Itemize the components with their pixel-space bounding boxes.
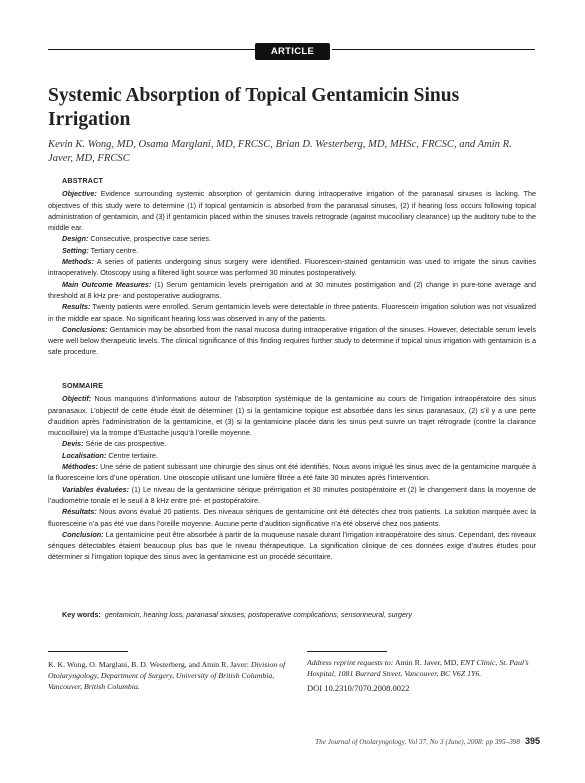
- correspondence-name: Amin R. Javer, MD,: [393, 658, 461, 667]
- section-label: Objectif:: [62, 394, 92, 404]
- footnote-rule-right: [307, 651, 387, 652]
- sommaire-localisation: [48, 450, 536, 461]
- abstract-design: [48, 233, 536, 244]
- author-affiliation: [48, 659, 288, 693]
- sommaire-devis: [48, 438, 536, 449]
- correspondence-note: [307, 657, 537, 679]
- section-text: Consecutive, prospective case series.: [88, 234, 212, 244]
- keywords-line: [48, 609, 536, 620]
- sommaire-resultats: [48, 506, 536, 529]
- page-number: 395: [525, 736, 541, 746]
- section-text: A series of patients undergoing sinus surgery were identified. Fluorescein-stained gentamicin was used to irrigate the sinus cavities intraoperatively. Otoscopy using a filtered light source was performed 30 minutes postoperatively.: [48, 257, 536, 278]
- sommaire-methodes: [48, 461, 536, 484]
- abstract-methods: [48, 256, 536, 279]
- sommaire-variables: [48, 484, 536, 507]
- abstract-results: [48, 301, 536, 324]
- section-text: (1) Serum gentamicin levels preirrigation and at 30 minutes postirrigation and (2) change in pure-tone average and threshold at 8 kHz pre- and postoperative audiograms.: [48, 279, 536, 300]
- abstract-heading: ABSTRACT: [62, 176, 104, 185]
- keywords-label: Key words:: [62, 610, 101, 619]
- abstract-outcome-measures: [48, 279, 536, 302]
- section-text: Nous manquons d’informations autour de l’absorption systémique de la gentamicine au cours de l’irrigation intraopératoire des sinus paranasaux. L’objectif de cette étude était de déterminer (1) si la gentamicine topique est absorbée dans les sinus paranasaux, (2) s’il y a une perte d’audition après l’administration de la gentamicine, et (3) si la gentamicine placée dans les sinus peut suivre un trajet rétrograde (contre la clairance mucocillaire) via la trompe d’Eustache jusqu’à l’oreille moyenne.: [48, 394, 536, 438]
- section-text: Tertiary centre.: [88, 245, 139, 255]
- section-label: Design:: [62, 234, 89, 244]
- section-label: Methods:: [62, 257, 94, 267]
- section-text: Série de cas prospective.: [83, 439, 167, 449]
- correspondence-address: ENT Clinic, St. Paul’s Hospital, 1081 Burrard Street, Vancouver, BC V6Z 1Y6.: [307, 658, 529, 679]
- section-label: Results:: [62, 302, 91, 312]
- section-text: Twenty patients were enrolled. Serum gentamicin levels were detectable in three patients. Fluorescein irrigation solution was not visualized in the middle ear space. No significant hearing loss was observed in any of the patients.: [48, 302, 536, 323]
- abstract-setting: [48, 245, 536, 256]
- section-label: Setting:: [62, 245, 89, 255]
- section-label: Devis:: [62, 439, 84, 449]
- sommaire-conclusion: [48, 529, 536, 563]
- section-label: Résultats:: [62, 507, 97, 517]
- footnote-rule-left: [48, 651, 128, 652]
- section-label: Méthodes:: [62, 462, 98, 472]
- sommaire-block: [48, 380, 536, 563]
- abstract-objective: [48, 188, 536, 233]
- abstract-conclusions: [48, 324, 536, 358]
- section-text: Centre tertiaire.: [106, 450, 158, 460]
- section-text: (1) Le niveau de la gentamicine sérique préirrigation et 30 minutes postopératoire et (2) le changement dans la moyenne de l’audiométrie tonale et le seuil à 8 kHz entre pré- et postopératoire.: [48, 484, 536, 505]
- article-type-banner: [0, 41, 585, 60]
- section-text: Evidence surrounding systemic absorption of gentamicin during intraoperative irrigation of the paranasal sinuses is lacking. The objectives of this study were to determine (1) if topical gentamicin is absorbed from the paranasal sinuses, (2) if hearing loss occurs following topical administration of gentamicin, and (3) if gentamicin placed within the sinuses travels retrograde (against mucociliary clearance) up the auditory tube to the middle ear.: [48, 189, 536, 233]
- keywords-list: gentamicin, hearing loss, paranasal sinuses, postoperative complications, sensorineural, surgery: [104, 610, 412, 619]
- section-text: Nous avons évalué 20 patients. Des niveaux sériques de gentamicine ont été détectés chez trois patients. La solution marquée avec la fluoresceine n’a pas été vue dans l’oreille moyenne. Aucune perte d’audition significative n’a été observé chez nos patients.: [48, 507, 536, 528]
- sommaire-heading: SOMMAIRE: [62, 381, 104, 390]
- section-label: Main Outcome Measures:: [62, 279, 152, 289]
- section-label: Conclusion:: [62, 529, 104, 539]
- section-label: Conclusions:: [62, 324, 108, 334]
- section-text: La gentamicine peut être absorbée à partir de la muqueuse nasale durant l’irrigation intraopératoire des sinus. Cependant, des niveaux sériques détectables étaient beaucoup plus bas que le niveau thérapeutique. La signification clinique de ces données exige d’autres études pour déterminer si l’irrigation topique des sinus avec la gentamicine est un procédé sécuritaire.: [48, 529, 536, 562]
- sommaire-objectif: [48, 393, 536, 438]
- doi-line: DOI 10.2310/7070.2008.0022: [307, 683, 410, 693]
- section-label: Objective:: [62, 189, 97, 199]
- section-text: Une série de patient subissant une chirurgie des sinus ont été identifiés. Nous avons irrigué les sinus avec de la gentamicine marquée à la fluoresceine lors d’une opération. Une otoscopie utilisant une lumière filtrée a été faite 30 minutes après l’intervention.: [48, 462, 536, 483]
- article-title: Systemic Absorption of Topical Gentamicin Sinus Irrigation: [48, 85, 460, 130]
- affiliation-names: K. K. Wong, O. Marglani, B. D. Westerberg, and Amin R. Javer:: [48, 660, 249, 669]
- author-list: Kevin K. Wong, MD, Osama Marglani, MD, FRCSC, Brian D. Westerberg, MD, MHSc, FRCSC, and Amin R. Javer, MD, FRCSC: [48, 139, 512, 164]
- section-label: Localisation:: [62, 450, 107, 460]
- affiliation-institution: Division of Otolaryngology, Department of Surgery, University of British Columbia, Vancouver, British Columbia.: [48, 660, 286, 692]
- section-text: Gentamicin may be absorbed from the nasal mucosa during intraoperative irrigation of the sinuses. However, detectable serum levels were well below therapeutic levels. The clinical significance of this finding requires further study to determine if topical sinus irrigation with gentamicin is a safe procedure.: [48, 324, 536, 357]
- article-type-badge: ARTICLE: [255, 43, 330, 60]
- journal-citation: The Journal of Otolaryngology, Vol 37, No 3 (June), 2008: pp 395–398: [315, 738, 520, 746]
- abstract-block: [48, 175, 536, 358]
- correspondence-label: Address reprint requests to:: [307, 658, 394, 667]
- section-label: Variables évaluées:: [62, 484, 130, 494]
